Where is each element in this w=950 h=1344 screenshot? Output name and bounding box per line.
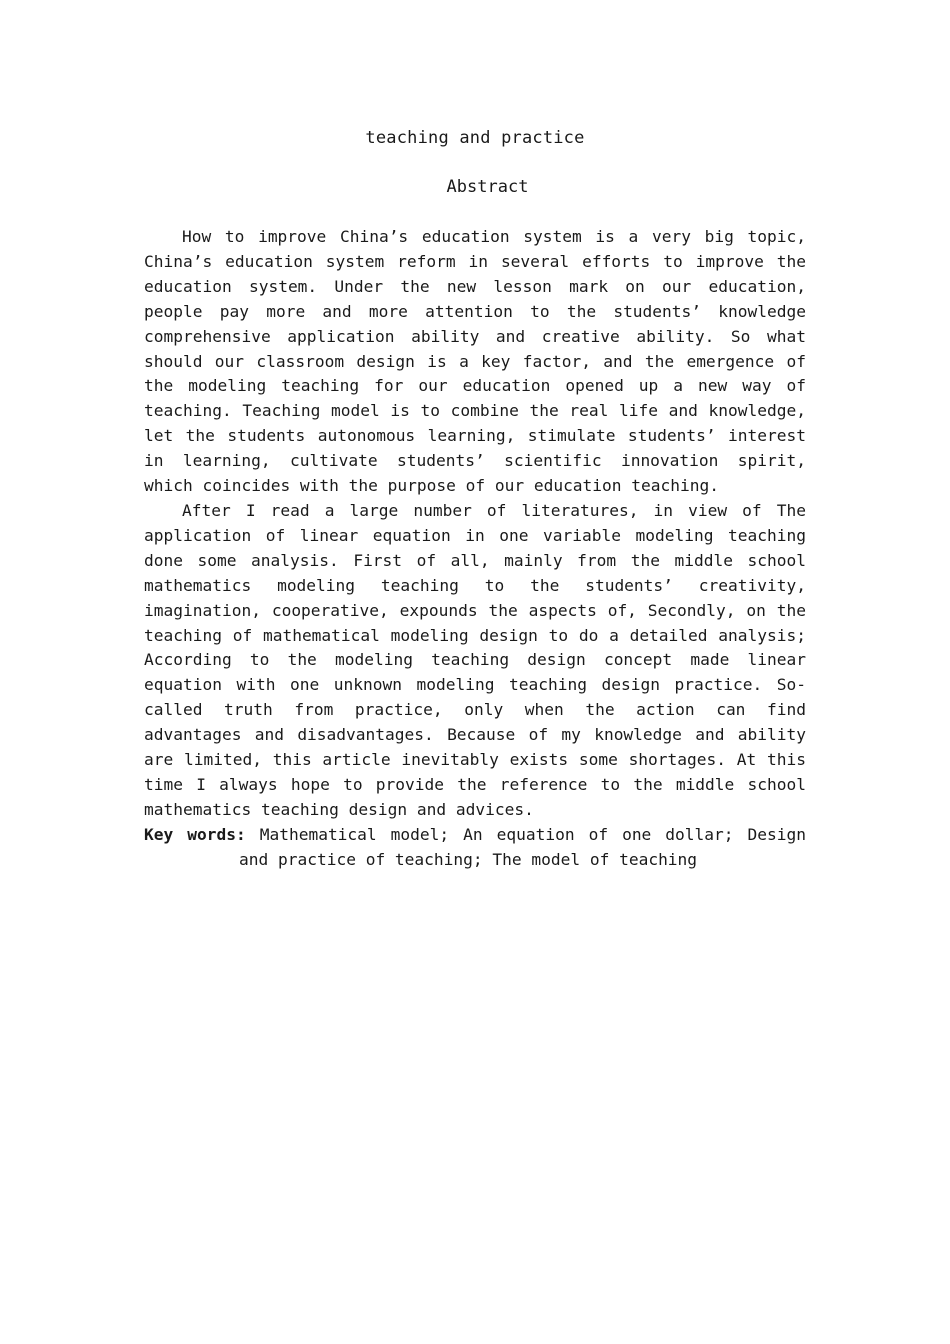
abstract-paragraph-2: After I read a large number of literatures, in view of The application of linear equation in one variable modeling teaching done some analysis. First of all, mainly from the middle school mathematics modeling teaching to the students’ creativity, imagination, cooperative, expounds the aspects of, Secondly, on the teaching of mathematical modeling design to do a detailed analysis; According to the modeling teaching design concept made linear equation with one unknown modeling teaching design practice. So-called truth from practice, only when the action can find advantages and disadvantages. Because of my knowledge and ability are limited, this article inevitably exists some shortages. At this time I always hope to provide the reference to the middle school mathematics teaching design and advices. — [144, 500, 806, 819]
keywords-label: Key words: — [144, 824, 246, 844]
abstract-body — [144, 225, 806, 873]
keywords-text: Mathematical model; An equation of one dollar; Design and practice of teaching; The model of teaching — [239, 824, 806, 869]
document-title: teaching and practice — [365, 128, 585, 148]
keywords-line — [144, 823, 806, 873]
abstract-heading: Abstract — [446, 177, 529, 197]
abstract-paragraph-1: How to improve China’s education system is a very big topic, China’s education system reform in several efforts to improve the education system. Under the new lesson mark on our education, people pay more and more attention to the students’ knowledge comprehensive application ability and creative ability. So what should our classroom design is a key factor, and the emergence of the modeling teaching for our education opened up a new way of teaching. Teaching model is to combine the real life and knowledge, let the students autonomous learning, stimulate students’ interest in learning, cultivate students’ scientific innovation spirit, which coincides with the purpose of our education teaching. — [144, 227, 806, 496]
